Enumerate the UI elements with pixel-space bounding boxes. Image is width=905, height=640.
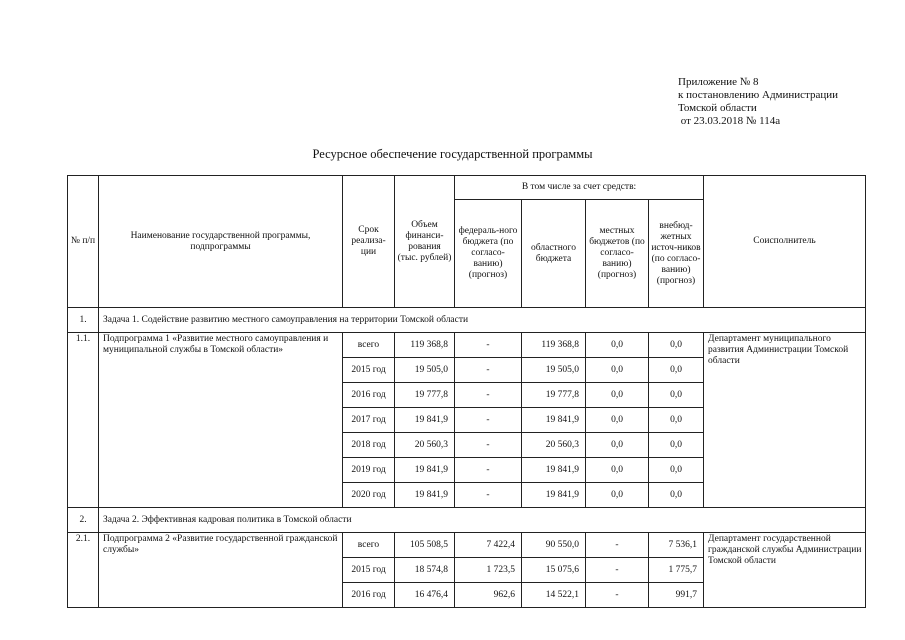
appendix-line: Приложение № 8 (678, 76, 759, 88)
cell-volume: 119 368,8 (395, 333, 455, 358)
cell-extra: 0,0 (649, 358, 704, 383)
cell-term: 2019 год (343, 458, 395, 483)
task-text: Задача 1. Содействие развитию местного самоуправления на территории Томской области (99, 308, 866, 333)
cell-regional: 20 560,3 (522, 433, 586, 458)
cell-local: - (586, 533, 649, 558)
cell-federal: - (455, 383, 522, 408)
header-including: В том числе за счет средств: (455, 176, 704, 200)
header-federal: федераль-ного бюджета (по согласо-ванию) (прогноз) (455, 200, 522, 308)
cell-regional: 15 075,6 (522, 558, 586, 583)
executor-cell: Департамент муниципального развития Администрации Томской области (704, 333, 866, 508)
cell-extra: 1 775,7 (649, 558, 704, 583)
header-name: Наименование государственной программы, подпрограммы (99, 176, 343, 308)
header-volume: Объем финанси-рования (тыс. рублей) (395, 176, 455, 308)
subprogram-num: 1.1. (68, 333, 99, 508)
cell-term: всего (343, 333, 395, 358)
appendix-line: от 23.03.2018 № 114а (678, 115, 781, 127)
cell-volume: 19 841,9 (395, 458, 455, 483)
cell-regional: 14 522,1 (522, 583, 586, 608)
header-regional: областного бюджета (522, 200, 586, 308)
header-num: № п/п (68, 176, 99, 308)
cell-federal: - (455, 433, 522, 458)
appendix-line: Томской области (678, 102, 757, 114)
cell-term: 2016 год (343, 383, 395, 408)
cell-federal: - (455, 358, 522, 383)
cell-regional: 119 368,8 (522, 333, 586, 358)
subprogram-name: Подпрограмма 2 «Развитие государственной гражданской службы» (99, 533, 343, 608)
task-text: Задача 2. Эффективная кадровая политика в Томской области (99, 508, 866, 533)
cell-regional: 19 841,9 (522, 408, 586, 433)
table-row (68, 333, 866, 358)
cell-federal: 7 422,4 (455, 533, 522, 558)
header-term: Срок реализа-ции (343, 176, 395, 308)
cell-local: 0,0 (586, 483, 649, 508)
appendix-line: к постановлению Администрации (678, 89, 839, 101)
cell-local: 0,0 (586, 408, 649, 433)
cell-local: 0,0 (586, 383, 649, 408)
cell-term: 2017 год (343, 408, 395, 433)
cell-federal: 962,6 (455, 583, 522, 608)
cell-term: 2016 год (343, 583, 395, 608)
resource-table (67, 175, 866, 608)
cell-federal: - (455, 458, 522, 483)
cell-local: 0,0 (586, 358, 649, 383)
task-num: 2. (68, 508, 99, 533)
cell-extra: 0,0 (649, 433, 704, 458)
cell-regional: 19 841,9 (522, 483, 586, 508)
cell-volume: 18 574,8 (395, 558, 455, 583)
cell-volume: 105 508,5 (395, 533, 455, 558)
cell-local: 0,0 (586, 458, 649, 483)
cell-extra: 0,0 (649, 383, 704, 408)
cell-extra: 7 536,1 (649, 533, 704, 558)
cell-term: 2015 год (343, 358, 395, 383)
cell-federal: - (455, 483, 522, 508)
table-row (68, 533, 866, 558)
cell-local: - (586, 583, 649, 608)
cell-term: 2020 год (343, 483, 395, 508)
cell-federal: - (455, 408, 522, 433)
cell-local: 0,0 (586, 333, 649, 358)
cell-term: всего (343, 533, 395, 558)
cell-federal: - (455, 333, 522, 358)
subprogram-name: Подпрограмма 1 «Развитие местного самоуправления и муниципальной службы в Томской области» (99, 333, 343, 508)
cell-volume: 20 560,3 (395, 433, 455, 458)
executor-cell: Департамент государственной гражданской службы Администрации Томской области (704, 533, 866, 608)
subprogram-num: 2.1. (68, 533, 99, 608)
cell-regional: 90 550,0 (522, 533, 586, 558)
cell-volume: 19 841,9 (395, 483, 455, 508)
cell-local: 0,0 (586, 433, 649, 458)
cell-extra: 0,0 (649, 408, 704, 433)
cell-extra: 0,0 (649, 458, 704, 483)
task-row (68, 508, 866, 533)
document-title: Ресурсное обеспечение государственной программы (312, 147, 593, 161)
cell-term: 2015 год (343, 558, 395, 583)
cell-regional: 19 841,9 (522, 458, 586, 483)
cell-local: - (586, 558, 649, 583)
appendix-header (678, 76, 898, 128)
cell-federal: 1 723,5 (455, 558, 522, 583)
cell-volume: 19 505,0 (395, 358, 455, 383)
task-row (68, 308, 866, 333)
cell-volume: 19 777,8 (395, 383, 455, 408)
cell-regional: 19 505,0 (522, 358, 586, 383)
cell-term: 2018 год (343, 433, 395, 458)
cell-regional: 19 777,8 (522, 383, 586, 408)
cell-extra: 0,0 (649, 333, 704, 358)
task-num: 1. (68, 308, 99, 333)
header-executor: Соисполнитель (704, 176, 866, 308)
cell-volume: 16 476,4 (395, 583, 455, 608)
header-local: местных бюджетов (по согласо-ванию) (прогноз) (586, 200, 649, 308)
cell-volume: 19 841,9 (395, 408, 455, 433)
cell-extra: 0,0 (649, 483, 704, 508)
cell-extra: 991,7 (649, 583, 704, 608)
header-extra: внебюд-жетных источ-ников (по согласо-ванию) (прогноз) (649, 200, 704, 308)
